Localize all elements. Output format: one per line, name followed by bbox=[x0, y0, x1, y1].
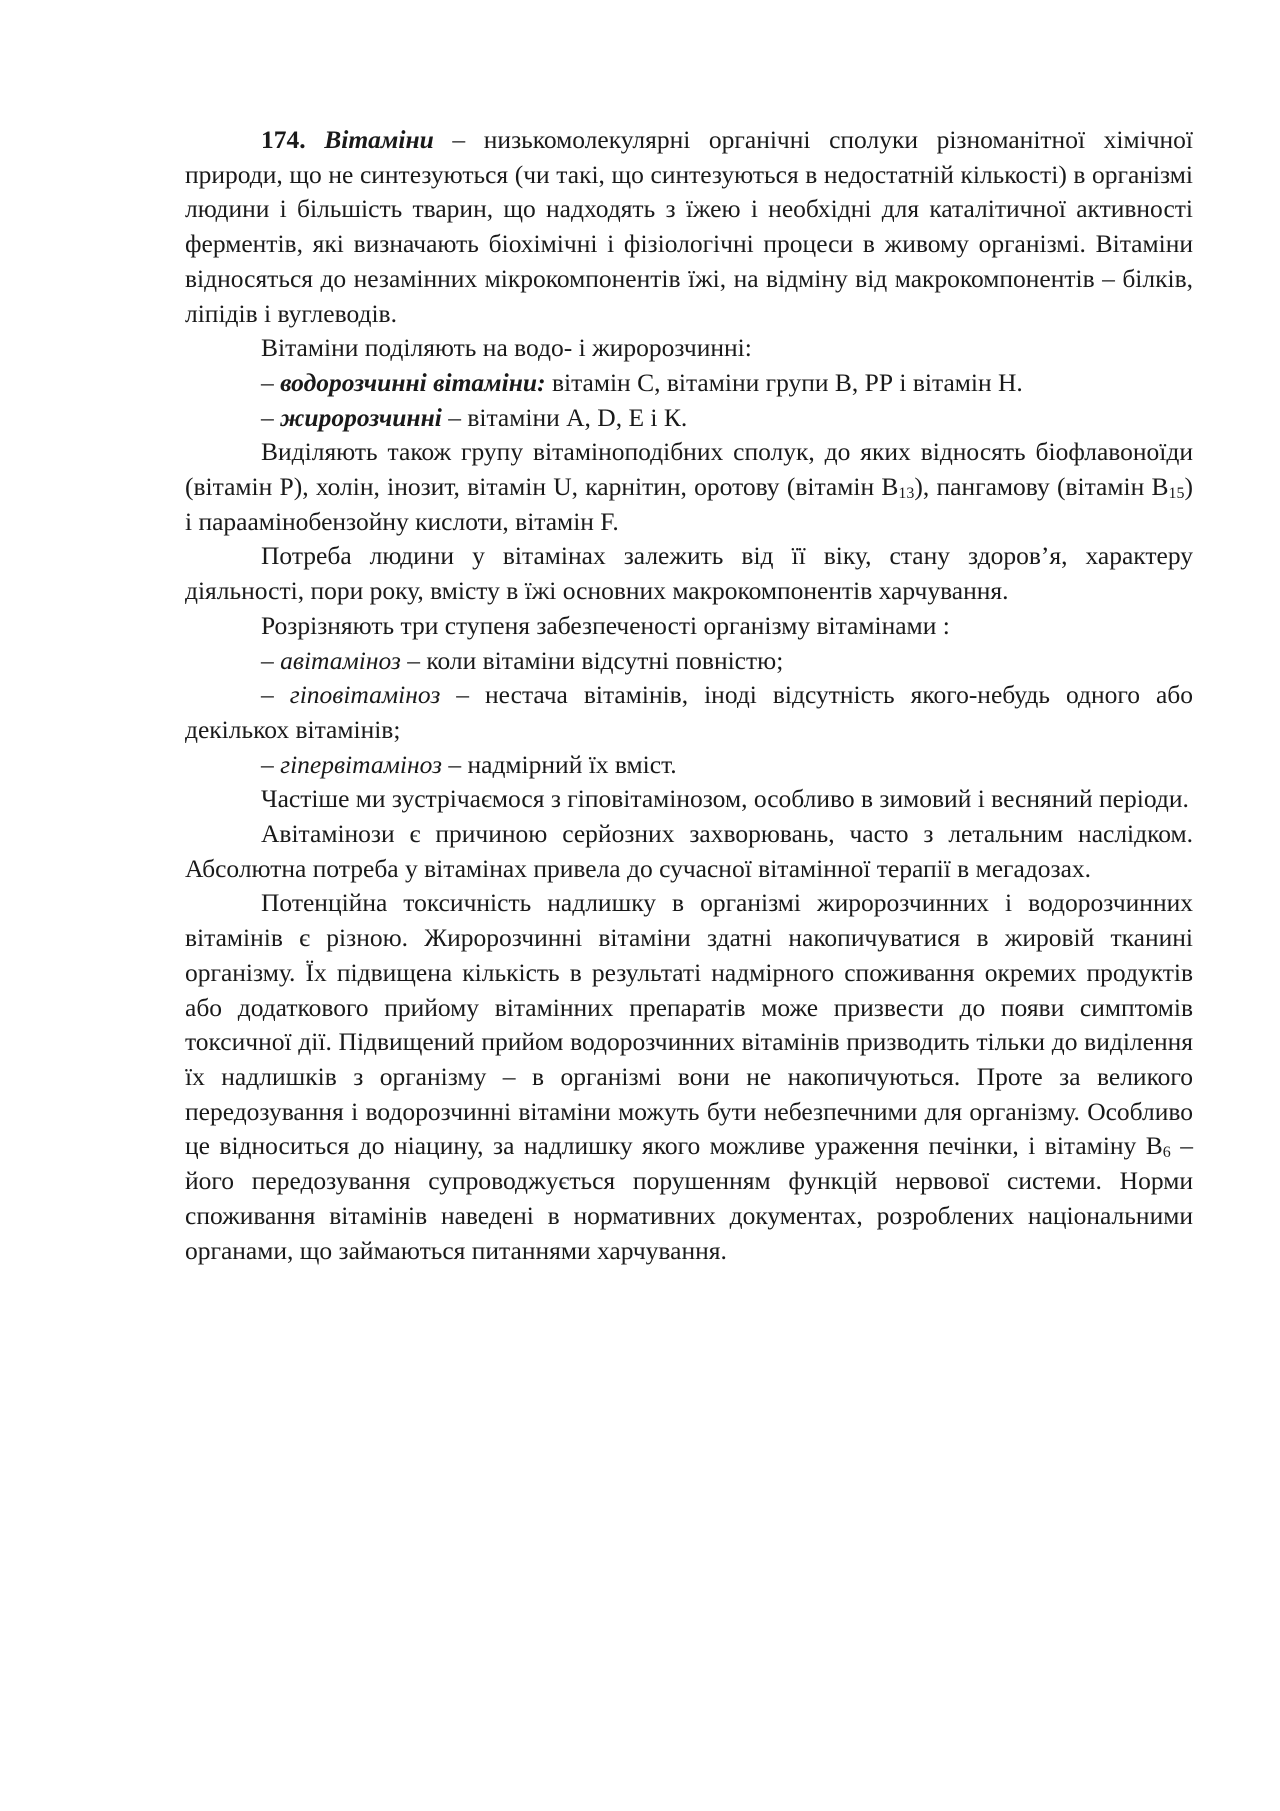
list-item-avitaminosis: – авітаміноз – коли вітаміни відсутні повністю; bbox=[261, 645, 784, 675]
term-vitamins: Вітаміни bbox=[324, 125, 434, 154]
paragraph-classification: Вітаміни поділяють на водо- і жиророзчинні: bbox=[261, 333, 752, 363]
article-number: 174. bbox=[261, 125, 306, 154]
list-item-hypervitaminosis: – гіпервітаміноз – надмірний їх вміст. bbox=[261, 749, 677, 779]
paragraph-toxicity: Потенційна токсичність надлишку в організмі жиророзчинних і водорозчинних вітамінів є різною. Жиророзчинні вітаміни здатні накопичуватися в жировій тканині організму. Їх підвищена кількість в результаті надмірного споживання окремих продуктів або додаткового прийому вітамінних препаратів може призвести до появи симптомів токсичної дії. Підвищений прийом водорозчинних вітамінів призводить тільки до виділення їх надлишків з організму – в організмі вони не накопичуються. Проте за великого передозування і водорозчинні вітаміни можуть бути небезпечними для організму. Особливо це відноситься до ніацину, за надлишку якого можливе ураження печінки, і вітаміну $В_6$ – його передозування супроводжується порушенням функцій нервової системи. Норми споживання вітамінів наведені в нормативних документах, розроблених національними органами, що займаються питаннями харчування. bbox=[185, 888, 1193, 1265]
paragraph-needs: Потреба людини у вітамінах залежить від її віку, стану здоров’я, характеру діяльності, пори року, вмісту в їжі основних макрокомпонентів харчування. bbox=[185, 541, 1193, 606]
paragraph-seasonal: Частіше ми зустрічаємося з гіповітамінозом, особливо в зимовий і весняний періоди. bbox=[261, 784, 1189, 814]
document-page bbox=[185, 123, 1193, 1268]
term-hypervitaminosis: гіпервітаміноз bbox=[280, 749, 442, 779]
paragraph-vitamin-like: Виділяють також групу вітаміноподібних сполук, до яких відносять біофлавоноїди (вітамін Р), холін, інозит, вітамін U, карнітин, оротову (вітамін $В_{13}$), пангамову (вітамін $В_{15}$) і параамінобензойну кислоти, вітамін F. bbox=[185, 437, 1194, 536]
term-fat-soluble: жиророзчинні bbox=[280, 402, 442, 432]
subscript-15: 15 bbox=[1168, 485, 1185, 503]
subscript-6: 6 bbox=[1162, 1144, 1171, 1162]
term-hypovitaminosis: гіповітаміноз bbox=[289, 680, 441, 710]
list-item-water-soluble: – водорозчинні вітаміни: вітамін С, вітаміни групи В, РР і вітамін Н. bbox=[261, 367, 1023, 397]
term-water-soluble: водорозчинні вітаміни: bbox=[280, 367, 546, 397]
definition-text: – низькомолекулярні органічні сполуки різноманітної хімічної природи, що не синтезуються (чи такі, що синтезуються в недостатній кількості) в організмі людини і більшість тварин, що надходять з їжею і необхідні для каталітичної активності ферментів, які визначають біохімічні і фізіологічні процеси в живому організмі. Вітаміни відносяться до незамінних мікрокомпонентів їжі, на відміну від макрокомпонентів – білків, ліпідів і вуглеводів. bbox=[185, 125, 1194, 328]
paragraph-avitaminosis-effects: Авітамінози є причиною серйозних захворювань, часто з летальним наслідком. Абсолютна потреба у вітамінах привела до сучасної вітамінної терапії в мегадозах. bbox=[185, 819, 1193, 883]
term-avitaminosis: авітаміноз bbox=[280, 645, 401, 675]
subscript-13: 13 bbox=[898, 485, 915, 503]
list-item-hypovitaminosis: – гіповітаміноз – нестача вітамінів, іноді відсутність якого-небудь одного або декількох вітамінів; bbox=[185, 680, 1194, 744]
paragraph-definition bbox=[185, 123, 1193, 331]
list-item-fat-soluble: – жиророзчинні – вітаміни А, D, Е і К. bbox=[261, 402, 688, 432]
paragraph-degrees: Розрізняють три ступеня забезпеченості організму вітамінами : bbox=[261, 610, 950, 640]
